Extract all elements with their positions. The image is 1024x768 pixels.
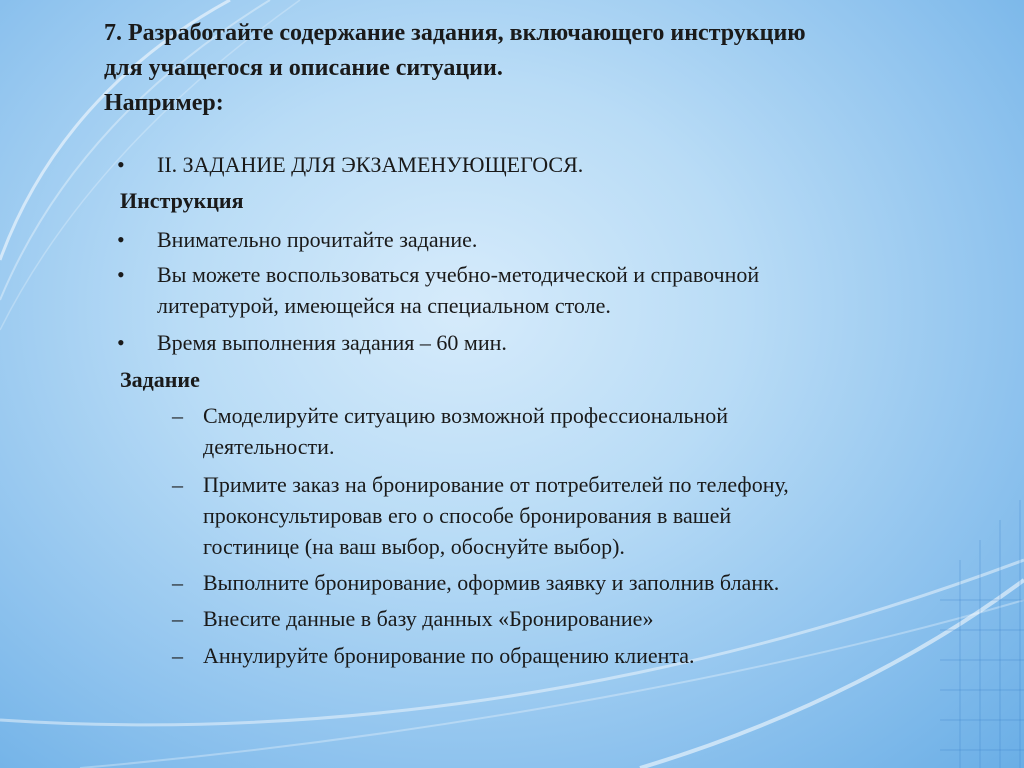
dash-marker: –	[172, 643, 183, 668]
task-item-text: Выполните бронирование, оформив заявку и заполнив бланк.	[203, 570, 780, 595]
instruction-heading: Инструкция	[120, 188, 244, 213]
title-line: для учащегося и описание ситуации.	[104, 55, 503, 81]
instruction-item-text: литературой, имеющейся на специальном столе.	[157, 293, 611, 318]
instruction-item	[157, 327, 507, 358]
task-item	[203, 640, 695, 671]
instruction-item	[157, 224, 477, 255]
task-item-text: Внесите данные в базу данных «Бронирование»	[203, 606, 654, 631]
task-item-text: гостинице (на ваш выбор, обоснуйте выбор).	[203, 534, 625, 559]
task-item-text: Аннулируйте бронирование по обращению клиента.	[203, 643, 695, 668]
bullet-marker: •	[117, 152, 125, 177]
task-item-text: Смоделируйте ситуацию возможной профессиональной	[203, 403, 729, 428]
instruction-item-text: Вы можете воспользоваться учебно-методической и справочной	[157, 262, 760, 287]
task-item-text: деятельности.	[203, 434, 335, 459]
task-heading: Задание	[120, 367, 200, 392]
instruction-item	[157, 259, 759, 321]
bullet-marker: •	[117, 330, 125, 355]
instruction-item-text: Время выполнения задания – 60 мин.	[157, 330, 507, 355]
dash-marker: –	[172, 606, 183, 631]
instruction-item-text: Внимательно прочитайте задание.	[157, 227, 478, 252]
task-item	[203, 469, 789, 562]
task-item-text: проконсультировав его о способе бронирования в вашей	[203, 503, 732, 528]
dash-marker: –	[172, 403, 183, 428]
dash-marker: –	[172, 472, 183, 497]
section-heading: II. ЗАДАНИЕ ДЛЯ ЭКЗАМЕНУЮЩЕГОСЯ.	[157, 152, 584, 177]
bullet-marker: •	[117, 262, 125, 287]
dash-marker: –	[172, 570, 183, 595]
task-item-text: Примите заказ на бронирование от потребителей по телефону,	[203, 472, 789, 497]
task-item	[203, 603, 653, 634]
title-line: 7. Разработайте содержание задания, включающего инструкцию	[104, 20, 806, 46]
bullet-marker: •	[117, 227, 125, 252]
task-item	[203, 400, 728, 462]
slide-title	[104, 16, 964, 121]
task-item	[203, 567, 779, 598]
title-line: Например:	[104, 90, 224, 116]
